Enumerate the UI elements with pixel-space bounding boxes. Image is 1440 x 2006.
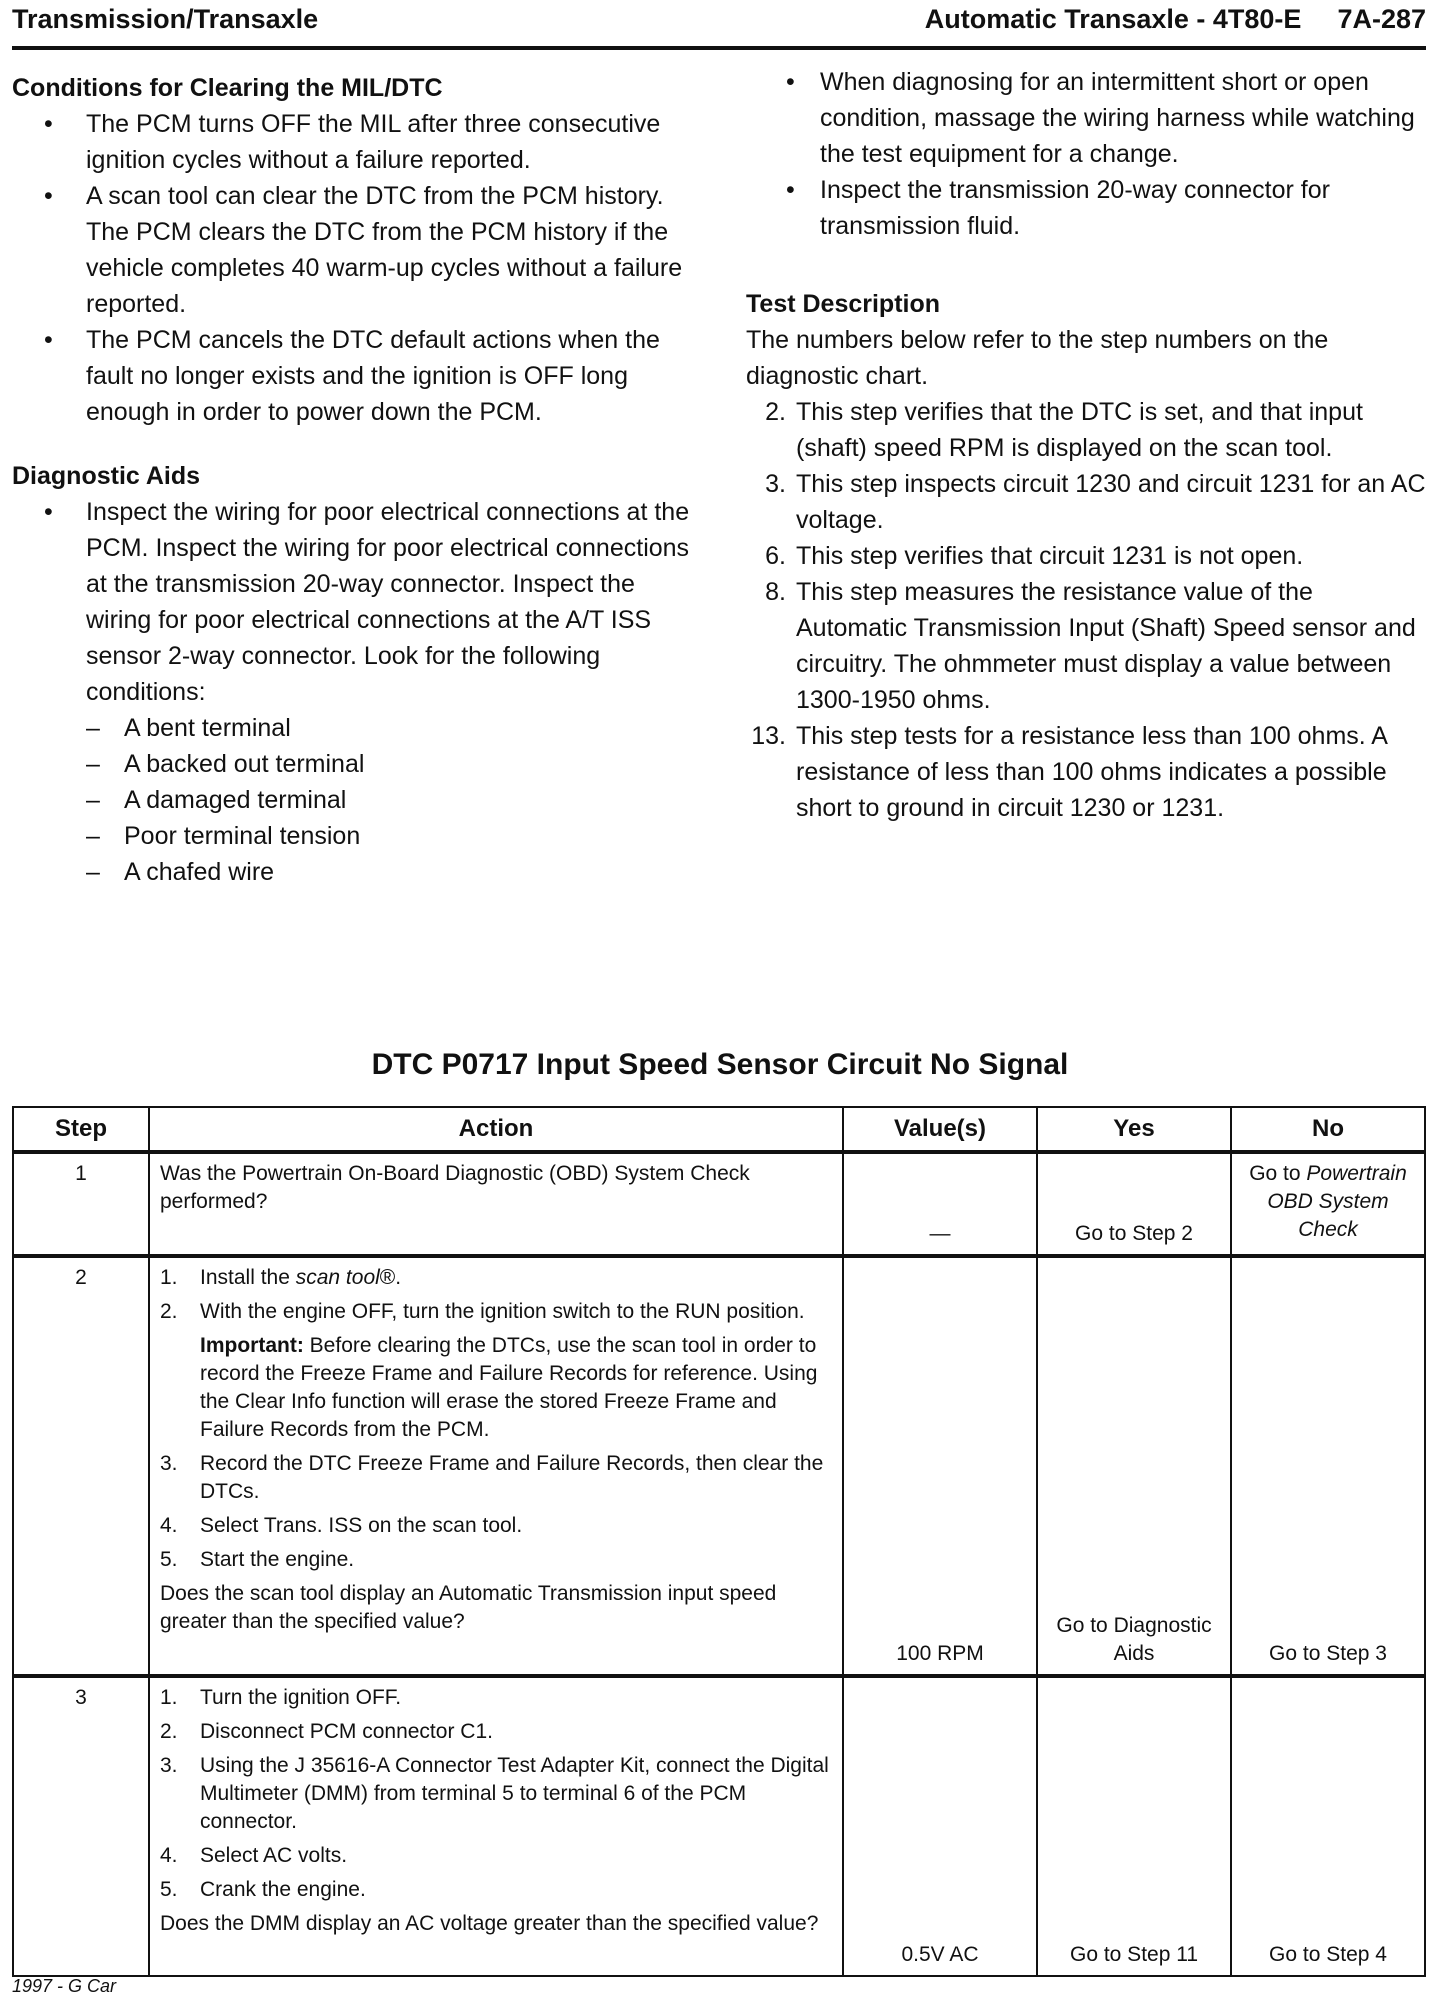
important-label: Important: (200, 1334, 304, 1357)
action-cell (149, 1676, 843, 1976)
value-cell (843, 1152, 1037, 1256)
value-text: 0.5V AC (901, 1943, 979, 1966)
aids-continued-list (746, 64, 1426, 244)
yes-cell (1037, 1256, 1231, 1676)
diagnostic-aids-list (12, 494, 692, 890)
action-text: Select Trans. ISS on the scan tool. (200, 1514, 523, 1537)
header-no: No (1231, 1107, 1425, 1152)
list-item: • The PCM turns OFF the MIL after three consecutive ignition cycles without a failure reported. (12, 106, 692, 178)
conditions-list (12, 106, 692, 430)
sub-item: – A chafed wire (86, 854, 692, 890)
action-suffix: ®. (379, 1266, 402, 1289)
test-description-heading: Test Description (746, 290, 941, 318)
no-cell (1231, 1676, 1425, 1976)
header-step: Step (13, 1107, 149, 1152)
diagnostic-table (12, 1106, 1426, 1977)
no-text: Go to Step 4 (1269, 1943, 1387, 1966)
important-note (160, 1332, 832, 1444)
section-title: Transmission/Transaxle (12, 4, 319, 34)
tool-name: scan tool (295, 1266, 380, 1289)
action-list (160, 1684, 832, 1904)
question-text: Does the scan tool display an Automatic Transmission input speed greater than the specified value? (160, 1582, 777, 1633)
no-link: Powertrain OBD System Check (1267, 1162, 1407, 1241)
yes-cell (1037, 1676, 1231, 1976)
right-column (746, 70, 1426, 826)
table-title: DTC P0717 Input Speed Sensor Circuit No Signal (371, 1048, 1069, 1081)
step-text: This step tests for a resistance less than 100 ohms. A resistance of less than 100 ohms indicates a possible short to ground in circuit 1230 or 1231. (796, 722, 1387, 822)
list-item: • Inspect the transmission 20-way connector for transmission fluid. (746, 172, 1426, 244)
test-step (746, 466, 1426, 538)
value-text: — (929, 1222, 951, 1245)
action-cell (149, 1256, 843, 1676)
step-number: 8. (765, 578, 786, 606)
no-cell (1231, 1256, 1425, 1676)
left-column (12, 70, 692, 918)
action-item: 5. Crank the engine. (160, 1878, 366, 1901)
action-item: 3. Record the DTC Freeze Frame and Failure Records, then clear the DTCs. (160, 1452, 824, 1503)
action-text: Crank the engine. (200, 1878, 366, 1901)
action-text: With the engine OFF, turn the ignition switch to the RUN position. (200, 1300, 805, 1323)
table-row (13, 1256, 1425, 1676)
action-text: Using the J 35616-A Connector Test Adapter Kit, connect the Digital Multimeter (DMM) from terminal 5 to terminal 6 of the PCM connector. (200, 1754, 829, 1833)
action-text: Record the DTC Freeze Frame and Failure Records, then clear the DTCs. (200, 1452, 824, 1503)
action-list (160, 1264, 832, 1326)
list-item: • The PCM cancels the DTC default actions when the fault no longer exists and the ignition is OFF long enough in order to power down the PCM. (12, 322, 692, 430)
step-cell: 2 (13, 1256, 149, 1676)
step-number: 2. (765, 398, 786, 426)
action-text: Disconnect PCM connector C1. (200, 1720, 493, 1743)
yes-cell (1037, 1152, 1231, 1256)
test-step (746, 718, 1426, 826)
page-header (12, 4, 1426, 42)
action-item: 4. Select AC volts. (160, 1844, 348, 1867)
action-item: 1. Install the scan tool®. (160, 1266, 402, 1289)
header-values: Value(s) (843, 1107, 1037, 1152)
action-text: Select AC volts. (200, 1844, 348, 1867)
value-cell (843, 1676, 1037, 1976)
sub-item: – A damaged terminal (86, 782, 692, 818)
step-number: 3. (765, 470, 786, 498)
step-number: 6. (765, 542, 786, 570)
test-step (746, 574, 1426, 718)
important-text: Before clearing the DTCs, use the scan tool in order to record the Freeze Frame and Failure Records for reference. Using the Clear Info function will erase the stored Freeze Frame and Failure Records from the PCM. (200, 1334, 818, 1441)
step-text: This step inspects circuit 1230 and circuit 1231 for an AC voltage. (796, 470, 1426, 534)
header-rule (12, 46, 1426, 50)
action-item: 3. Using the J 35616-A Connector Test Adapter Kit, connect the Digital Multimeter (DMM) from terminal 5 to terminal 6 of the PCM connector. (160, 1754, 829, 1833)
action-list (160, 1450, 832, 1574)
header-yes: Yes (1037, 1107, 1231, 1152)
action-text: Install the (200, 1266, 290, 1289)
action-item: 1. Turn the ignition OFF. (160, 1686, 402, 1709)
no-text: Go to Step 3 (1269, 1642, 1387, 1665)
list-item: • When diagnosing for an intermittent short or open condition, massage the wiring harness while watching the test equipment for a change. (746, 64, 1426, 172)
header-action: Action (149, 1107, 843, 1152)
sub-item: – A bent terminal (86, 710, 692, 746)
test-step (746, 394, 1426, 466)
test-step (746, 538, 1426, 574)
page-number: 7A-287 (1337, 4, 1426, 34)
step-number: 13. (751, 722, 786, 750)
action-cell: Was the Powertrain On-Board Diagnostic (OBD) System Check performed? (149, 1152, 843, 1256)
yes-text: Go to Step 2 (1075, 1222, 1193, 1245)
step-text: This step verifies that circuit 1231 is not open. (796, 542, 1304, 570)
table-header-row (13, 1107, 1425, 1152)
action-item: 5. Start the engine. (160, 1548, 355, 1571)
list-item (12, 494, 692, 890)
manual-subject: Automatic Transaxle - 4T80-E (924, 4, 1302, 34)
sub-item: – A backed out terminal (86, 746, 692, 782)
action-item: 2. With the engine OFF, turn the ignition switch to the RUN position. (160, 1300, 805, 1323)
no-prefix: Go to (1249, 1162, 1301, 1185)
no-cell (1231, 1152, 1425, 1256)
manual-title (925, 4, 1426, 35)
test-intro: The numbers below refer to the step numbers on the diagnostic chart. (746, 326, 1329, 390)
sub-item: – Poor terminal tension (86, 818, 692, 854)
step-cell: 1 (13, 1152, 149, 1256)
table-row (13, 1152, 1425, 1256)
action-item: 2. Disconnect PCM connector C1. (160, 1720, 493, 1743)
diagnostic-aids-heading: Diagnostic Aids (12, 462, 200, 490)
step-text: This step verifies that the DTC is set, and that input (shaft) speed RPM is displayed on the scan tool. (796, 398, 1363, 462)
table-row (13, 1676, 1425, 1976)
yes-text: Go to Diagnostic Aids (1056, 1614, 1212, 1665)
action-item: 4. Select Trans. ISS on the scan tool. (160, 1514, 523, 1537)
step-text: This step measures the resistance value of the Automatic Transmission Input (Shaft) Speed sensor and circuitry. The ohmmeter must display a value between 1300-1950 ohms. (796, 578, 1416, 714)
page-footer: 1997 - G Car (12, 1976, 117, 1996)
yes-text: Go to Step 11 (1069, 1943, 1199, 1966)
aids-text: Inspect the wiring for poor electrical connections at the PCM. Inspect the wiring for poor electrical connections at the transmission 20-way connector. Inspect the wiring for poor electrical connections at the A/T ISS sensor 2-way connector. Look for the following conditions: (86, 498, 690, 706)
value-text: 100 RPM (896, 1642, 984, 1665)
question-text: Does the DMM display an AC voltage greater than the specified value? (160, 1912, 819, 1935)
test-steps (746, 394, 1426, 826)
action-text: Start the engine. (200, 1548, 355, 1571)
action-text: Turn the ignition OFF. (200, 1686, 402, 1709)
step-cell: 3 (13, 1676, 149, 1976)
conditions-sublist (86, 710, 692, 890)
list-item: • A scan tool can clear the DTC from the PCM history. The PCM clears the DTC from the PCM history if the vehicle completes 40 warm-up cycles without a failure reported. (12, 178, 692, 322)
value-cell (843, 1256, 1037, 1676)
conditions-heading: Conditions for Clearing the MIL/DTC (12, 74, 443, 102)
